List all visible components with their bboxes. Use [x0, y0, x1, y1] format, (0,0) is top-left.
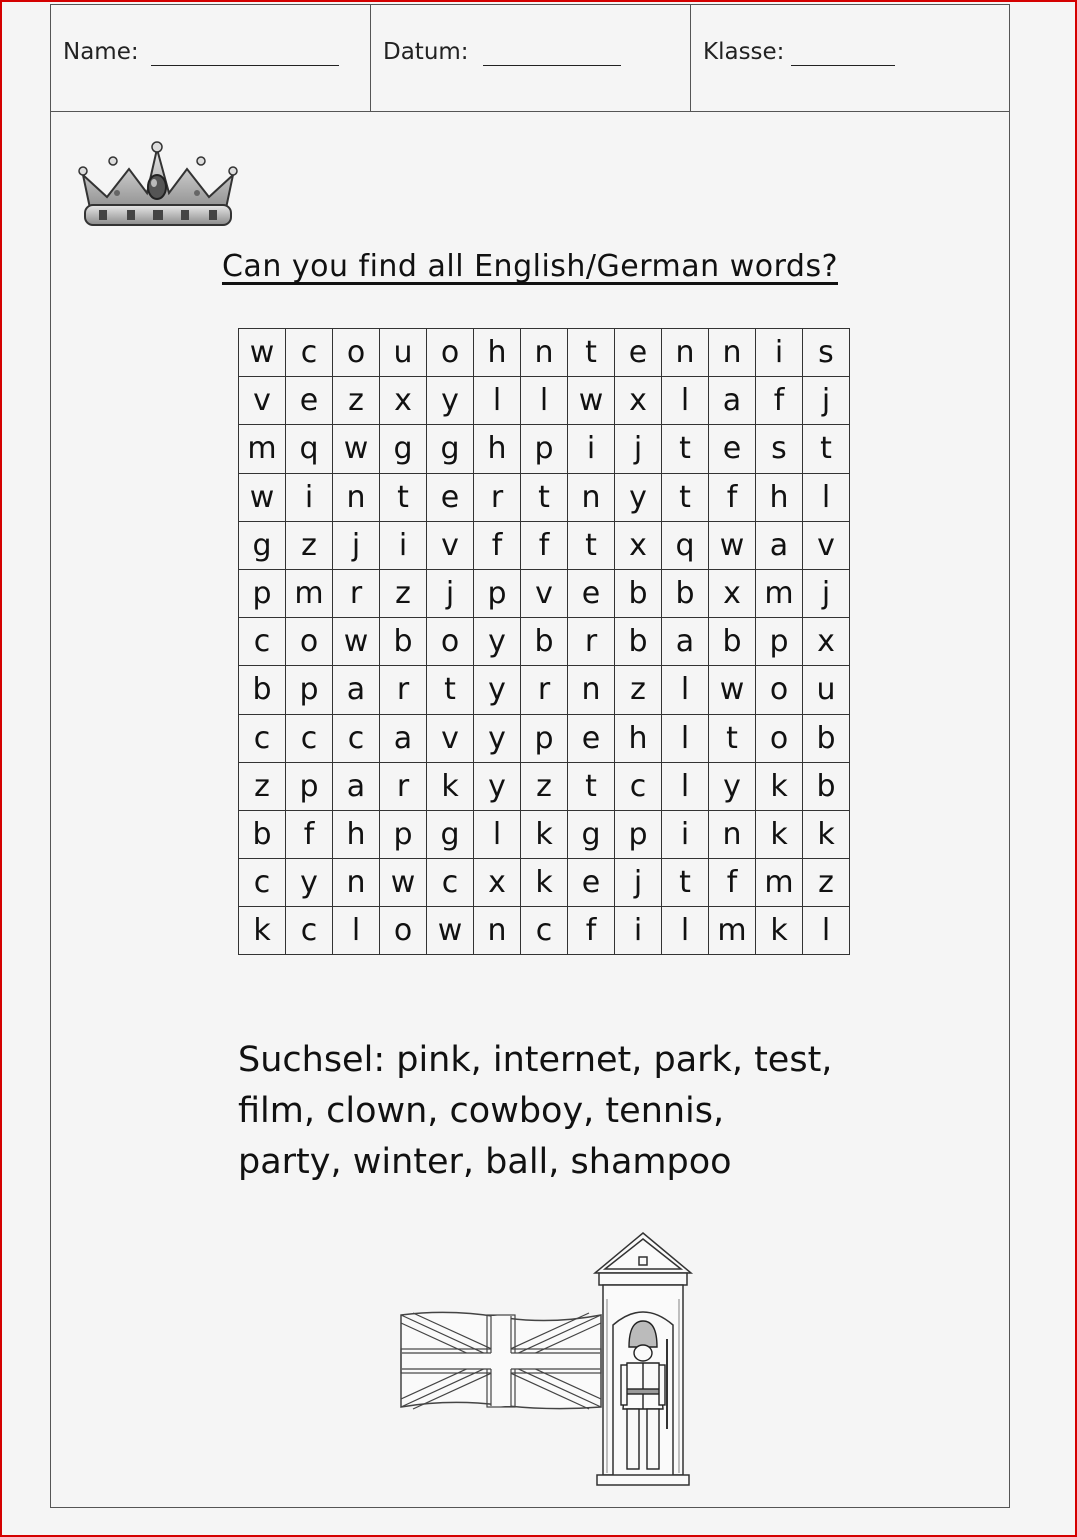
grid-cell[interactable]: r	[380, 762, 427, 810]
grid-cell[interactable]: n	[662, 329, 709, 377]
grid-cell[interactable]: p	[521, 425, 568, 473]
grid-cell[interactable]: a	[756, 521, 803, 569]
grid-cell[interactable]: e	[568, 569, 615, 617]
grid-cell[interactable]: y	[474, 762, 521, 810]
grid-cell[interactable]: i	[615, 907, 662, 955]
date-label: Datum:	[383, 39, 469, 65]
grid-cell[interactable]: c	[615, 762, 662, 810]
grid-cell[interactable]: m	[756, 859, 803, 907]
grid-cell[interactable]: g	[568, 810, 615, 858]
grid-row	[239, 618, 850, 666]
grid-cell[interactable]: h	[474, 329, 521, 377]
grid-cell[interactable]: k	[803, 810, 850, 858]
grid-row	[239, 907, 850, 955]
grid-cell[interactable]: k	[521, 810, 568, 858]
grid-row	[239, 521, 850, 569]
grid-cell[interactable]: p	[521, 714, 568, 762]
grid-cell[interactable]: n	[333, 859, 380, 907]
grid-cell[interactable]: e	[286, 377, 333, 425]
grid-cell[interactable]: z	[615, 666, 662, 714]
grid-cell[interactable]: b	[662, 569, 709, 617]
grid-cell[interactable]: p	[286, 666, 333, 714]
grid-cell[interactable]: i	[568, 425, 615, 473]
word-search-grid	[238, 328, 850, 955]
grid-cell[interactable]: h	[333, 810, 380, 858]
grid-cell[interactable]: n	[709, 329, 756, 377]
grid-cell[interactable]: f	[521, 521, 568, 569]
grid-cell[interactable]: s	[756, 425, 803, 473]
grid-cell[interactable]: b	[615, 569, 662, 617]
grid-cell[interactable]: m	[239, 425, 286, 473]
grid-cell[interactable]: y	[474, 714, 521, 762]
grid-cell[interactable]: f	[474, 521, 521, 569]
grid-cell[interactable]: r	[568, 618, 615, 666]
grid-cell[interactable]: l	[474, 810, 521, 858]
grid-cell[interactable]: b	[709, 618, 756, 666]
grid-cell[interactable]: t	[662, 859, 709, 907]
grid-cell[interactable]: v	[427, 521, 474, 569]
grid-cell[interactable]: t	[662, 425, 709, 473]
grid-cell[interactable]: a	[709, 377, 756, 425]
grid-cell[interactable]: b	[615, 618, 662, 666]
grid-cell[interactable]: i	[662, 810, 709, 858]
grid-cell[interactable]: y	[427, 377, 474, 425]
grid-cell[interactable]: l	[662, 714, 709, 762]
grid-row	[239, 714, 850, 762]
grid-cell[interactable]: z	[333, 377, 380, 425]
grid-cell[interactable]: z	[286, 521, 333, 569]
grid-cell[interactable]: j	[615, 425, 662, 473]
grid-cell[interactable]: l	[662, 762, 709, 810]
grid-cell[interactable]: k	[756, 762, 803, 810]
name-cell	[51, 5, 371, 111]
class-label: Klasse:	[703, 39, 785, 65]
grid-cell[interactable]: l	[803, 473, 850, 521]
word-list-line: film, clown, cowboy, tennis,	[238, 1091, 725, 1131]
grid-cell[interactable]: o	[380, 907, 427, 955]
grid-cell[interactable]: c	[286, 714, 333, 762]
grid-cell[interactable]: a	[333, 666, 380, 714]
grid-cell[interactable]: p	[239, 569, 286, 617]
grid-cell[interactable]: c	[239, 714, 286, 762]
grid-cell[interactable]: l	[333, 907, 380, 955]
grid-cell[interactable]: o	[286, 618, 333, 666]
grid-cell[interactable]: n	[568, 473, 615, 521]
grid-cell[interactable]: j	[333, 521, 380, 569]
grid-cell[interactable]: u	[380, 329, 427, 377]
grid-cell[interactable]: c	[521, 907, 568, 955]
class-cell	[691, 5, 1009, 111]
grid-cell[interactable]: t	[662, 473, 709, 521]
grid-cell[interactable]: x	[803, 618, 850, 666]
royal-guard-icon	[591, 1229, 695, 1489]
grid-cell[interactable]: b	[239, 810, 286, 858]
grid-cell[interactable]: t	[427, 666, 474, 714]
grid-cell[interactable]: i	[756, 329, 803, 377]
grid-cell[interactable]: o	[427, 329, 474, 377]
grid-cell[interactable]: j	[803, 569, 850, 617]
grid-cell[interactable]: p	[474, 569, 521, 617]
grid-cell[interactable]: m	[709, 907, 756, 955]
grid-cell[interactable]: l	[662, 666, 709, 714]
grid-cell[interactable]: e	[568, 859, 615, 907]
grid-cell[interactable]: y	[709, 762, 756, 810]
grid-cell[interactable]: y	[474, 618, 521, 666]
grid-cell[interactable]: b	[803, 762, 850, 810]
grid-cell[interactable]: e	[568, 714, 615, 762]
grid-cell[interactable]: q	[662, 521, 709, 569]
grid-row	[239, 762, 850, 810]
grid-cell[interactable]: e	[709, 425, 756, 473]
grid-cell[interactable]: n	[521, 329, 568, 377]
date-line[interactable]	[483, 65, 621, 66]
grid-row	[239, 859, 850, 907]
worksheet	[50, 4, 1010, 1508]
grid-row	[239, 473, 850, 521]
grid-cell[interactable]: l	[662, 907, 709, 955]
grid-cell[interactable]: b	[239, 666, 286, 714]
grid-cell[interactable]: j	[803, 377, 850, 425]
union-jack-icon	[399, 1311, 603, 1411]
grid-cell[interactable]: p	[615, 810, 662, 858]
grid-cell[interactable]: g	[380, 425, 427, 473]
grid-cell[interactable]: o	[756, 714, 803, 762]
grid-cell[interactable]: j	[427, 569, 474, 617]
grid-cell[interactable]: p	[380, 810, 427, 858]
grid-cell[interactable]: b	[521, 618, 568, 666]
grid-cell[interactable]: x	[615, 521, 662, 569]
grid-row	[239, 810, 850, 858]
grid-cell[interactable]: t	[521, 473, 568, 521]
grid-cell[interactable]: v	[427, 714, 474, 762]
grid-cell[interactable]: k	[427, 762, 474, 810]
grid-cell[interactable]: z	[239, 762, 286, 810]
grid-cell[interactable]: f	[709, 859, 756, 907]
grid-cell[interactable]: f	[709, 473, 756, 521]
grid-cell[interactable]: n	[474, 907, 521, 955]
grid-cell[interactable]: v	[521, 569, 568, 617]
grid-cell[interactable]: p	[756, 618, 803, 666]
grid-cell[interactable]: f	[286, 810, 333, 858]
grid-cell[interactable]: f	[568, 907, 615, 955]
grid-cell[interactable]: j	[615, 859, 662, 907]
grid-cell[interactable]: t	[568, 762, 615, 810]
grid-cell[interactable]: w	[568, 377, 615, 425]
grid-cell[interactable]: a	[662, 618, 709, 666]
grid-cell[interactable]: z	[521, 762, 568, 810]
crown-icon	[77, 135, 239, 231]
grid-row	[239, 377, 850, 425]
grid-cell[interactable]: e	[427, 473, 474, 521]
grid-cell[interactable]: x	[380, 377, 427, 425]
grid-cell[interactable]: n	[709, 810, 756, 858]
grid-cell[interactable]: c	[239, 859, 286, 907]
grid-cell[interactable]: c	[333, 714, 380, 762]
header-row	[51, 5, 1009, 112]
grid-cell[interactable]: b	[380, 618, 427, 666]
grid-cell[interactable]: v	[239, 377, 286, 425]
grid-row	[239, 329, 850, 377]
grid-cell[interactable]: x	[474, 859, 521, 907]
grid-cell[interactable]: z	[803, 859, 850, 907]
grid-cell[interactable]: b	[803, 714, 850, 762]
grid-cell[interactable]: f	[756, 377, 803, 425]
grid-cell[interactable]: t	[380, 473, 427, 521]
name-line[interactable]	[151, 65, 339, 66]
grid-cell[interactable]: m	[756, 569, 803, 617]
grid-cell[interactable]: k	[521, 859, 568, 907]
grid-cell[interactable]: l	[521, 377, 568, 425]
grid-cell[interactable]: i	[380, 521, 427, 569]
grid-cell[interactable]: r	[380, 666, 427, 714]
grid-cell[interactable]: y	[615, 473, 662, 521]
grid-cell[interactable]: c	[427, 859, 474, 907]
grid-cell[interactable]: k	[239, 907, 286, 955]
grid-cell[interactable]: t	[568, 521, 615, 569]
grid-cell[interactable]: t	[709, 714, 756, 762]
grid-cell[interactable]: w	[427, 907, 474, 955]
grid-cell[interactable]: g	[427, 810, 474, 858]
grid-cell[interactable]: h	[756, 473, 803, 521]
grid-cell[interactable]: r	[333, 569, 380, 617]
grid-cell[interactable]: y	[286, 859, 333, 907]
grid-cell[interactable]: h	[615, 714, 662, 762]
grid-cell[interactable]: o	[756, 666, 803, 714]
grid-cell[interactable]: w	[333, 425, 380, 473]
date-cell	[371, 5, 691, 111]
grid-cell[interactable]: m	[286, 569, 333, 617]
grid-cell[interactable]: v	[803, 521, 850, 569]
grid-cell[interactable]: a	[333, 762, 380, 810]
grid-cell[interactable]: r	[521, 666, 568, 714]
grid-cell[interactable]: l	[803, 907, 850, 955]
grid-cell[interactable]: i	[286, 473, 333, 521]
grid-cell[interactable]: w	[333, 618, 380, 666]
grid-cell[interactable]: k	[756, 907, 803, 955]
page-title: Can you find all English/German words?	[221, 249, 838, 284]
grid-cell[interactable]: z	[380, 569, 427, 617]
grid-cell[interactable]: l	[474, 377, 521, 425]
grid-cell[interactable]: e	[615, 329, 662, 377]
grid-cell[interactable]: a	[380, 714, 427, 762]
grid-cell[interactable]: w	[709, 521, 756, 569]
grid-cell[interactable]: o	[427, 618, 474, 666]
grid-cell[interactable]: l	[662, 377, 709, 425]
grid-cell[interactable]: w	[239, 329, 286, 377]
grid-cell[interactable]: w	[239, 473, 286, 521]
name-label: Name:	[63, 39, 139, 65]
grid-cell[interactable]: c	[239, 618, 286, 666]
grid-cell[interactable]: s	[803, 329, 850, 377]
grid-cell[interactable]: y	[474, 666, 521, 714]
grid-cell[interactable]: n	[333, 473, 380, 521]
grid-cell[interactable]: q	[286, 425, 333, 473]
grid-cell[interactable]: p	[286, 762, 333, 810]
grid-cell[interactable]: w	[709, 666, 756, 714]
grid-cell[interactable]: x	[709, 569, 756, 617]
grid-cell[interactable]: u	[803, 666, 850, 714]
grid-cell[interactable]: t	[803, 425, 850, 473]
class-line[interactable]	[791, 65, 895, 66]
word-list-line: party, winter, ball, shampoo	[238, 1142, 732, 1182]
grid-cell[interactable]: n	[568, 666, 615, 714]
grid-cell[interactable]: g	[427, 425, 474, 473]
word-list-line: Suchsel: pink, internet, park, test,	[238, 1040, 833, 1080]
grid-cell[interactable]: w	[380, 859, 427, 907]
grid-cell[interactable]: c	[286, 329, 333, 377]
word-list	[238, 1035, 878, 1188]
grid-cell[interactable]: c	[286, 907, 333, 955]
grid-row	[239, 666, 850, 714]
grid-cell[interactable]: r	[474, 473, 521, 521]
grid-cell[interactable]: k	[756, 810, 803, 858]
grid-cell[interactable]: h	[474, 425, 521, 473]
grid-cell[interactable]: o	[333, 329, 380, 377]
grid-cell[interactable]: t	[568, 329, 615, 377]
grid-cell[interactable]: g	[239, 521, 286, 569]
grid-row	[239, 425, 850, 473]
grid-row	[239, 569, 850, 617]
grid-cell[interactable]: x	[615, 377, 662, 425]
